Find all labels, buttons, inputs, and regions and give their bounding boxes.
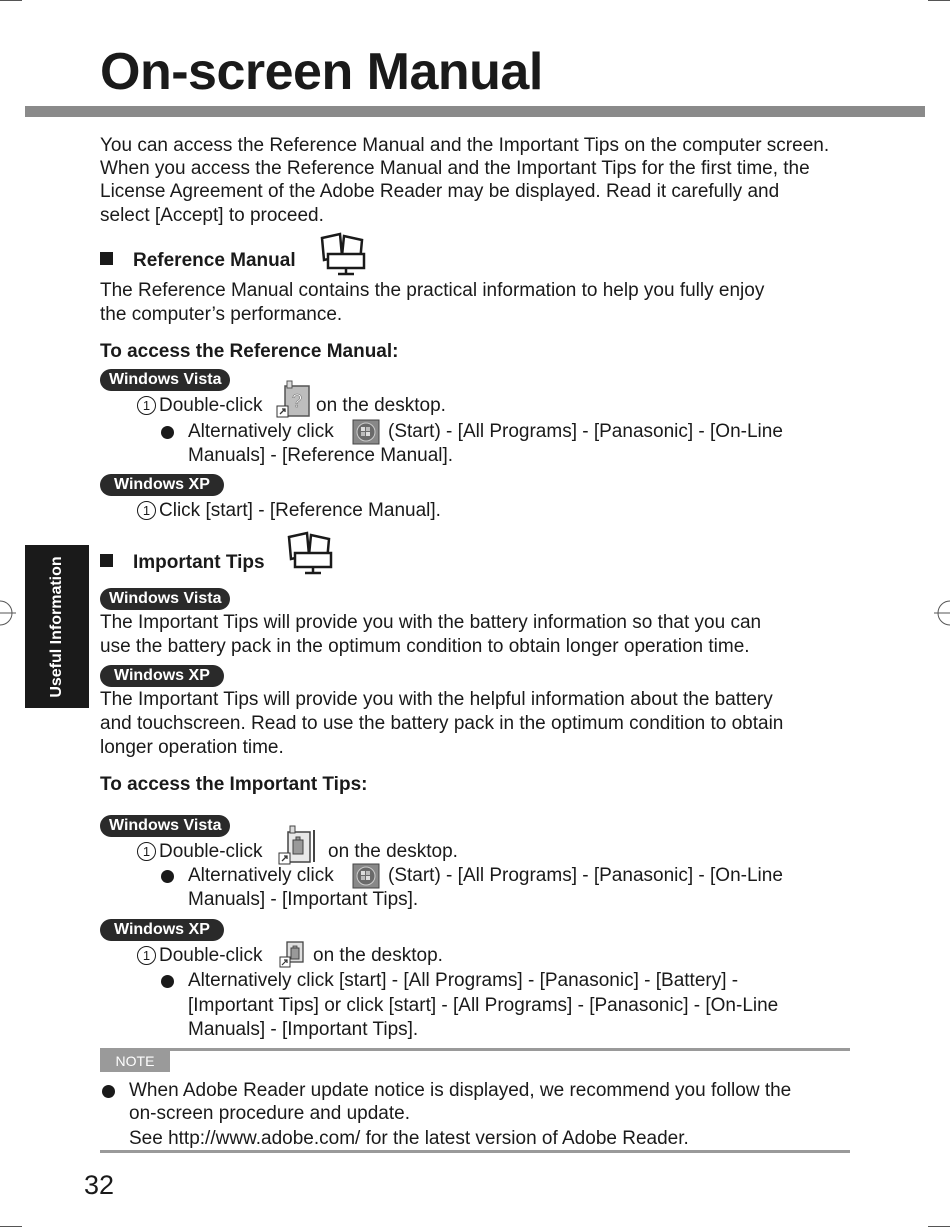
reference-desc-line: the computer’s performance. bbox=[100, 304, 343, 325]
note-top-rule bbox=[100, 1048, 850, 1051]
bullet-dot-icon bbox=[161, 975, 174, 988]
windows-vista-badge: Windows Vista bbox=[100, 369, 230, 391]
tips-xp-desc-line: The Important Tips will provide you with the helpful information about the battery bbox=[100, 689, 773, 710]
tips-vista-desc-line: The Important Tips will provide you with the battery information so that you can bbox=[100, 612, 762, 633]
windows-xp-badge: Windows XP bbox=[100, 474, 224, 496]
note-line: When Adobe Reader update notice is displayed, we recommend you follow the bbox=[129, 1080, 792, 1101]
side-tab-label: Useful Information bbox=[48, 555, 65, 698]
on-screen-manual-book-icon bbox=[316, 232, 368, 276]
note-label: NOTE bbox=[100, 1051, 170, 1072]
bullet-dot-icon bbox=[102, 1085, 115, 1098]
windows-vista-badge: Windows Vista bbox=[100, 815, 230, 837]
tips-vista-step-post: on the desktop. bbox=[328, 841, 458, 862]
square-bullet-icon bbox=[100, 252, 113, 265]
tips-vista-desc-line: use the battery pack in the optimum condition to obtain longer operation time. bbox=[100, 636, 750, 657]
tips-xp-alt-line: Manuals] - [Important Tips]. bbox=[188, 1019, 419, 1040]
important-tips-desktop-icon[interactable] bbox=[278, 824, 320, 866]
tips-xp-desc-line: and touchscreen. Read to use the battery pack in the optimum condition to obtain bbox=[100, 713, 784, 734]
reference-vista-alt: Alternatively click bbox=[188, 421, 334, 442]
reference-manual-heading: Reference Manual bbox=[100, 249, 296, 273]
tips-vista-alt: Alternatively click bbox=[188, 865, 334, 886]
crop-mark bbox=[0, 0, 22, 1]
windows-start-orb-icon bbox=[352, 419, 380, 445]
bullet-dot-icon bbox=[161, 870, 174, 883]
page-title: On-screen Manual bbox=[100, 43, 543, 101]
note-bottom-rule bbox=[100, 1150, 850, 1153]
title-rule bbox=[25, 106, 925, 117]
page-number: 32 bbox=[84, 1170, 115, 1200]
registration-mark-right bbox=[934, 597, 950, 629]
step-number-icon: 1 bbox=[137, 396, 156, 415]
tips-vista-step: 1 Double-click bbox=[137, 840, 262, 864]
step-number-icon: 1 bbox=[137, 946, 156, 965]
tips-xp-alt-line: [Important Tips] or click [start] - [All Programs] - [Panasonic] - [On-Line bbox=[188, 995, 779, 1016]
registration-mark-left bbox=[0, 597, 16, 629]
reference-desc-line: The Reference Manual contains the practical information to help you fully enjoy bbox=[100, 280, 765, 301]
reference-access-heading: To access the Reference Manual: bbox=[100, 341, 399, 362]
crop-mark bbox=[0, 1226, 22, 1227]
windows-start-orb-icon bbox=[352, 863, 380, 889]
tips-vista-alt-post: (Start) - [All Programs] - [Panasonic] - [On-Line bbox=[388, 865, 783, 886]
note-line: on-screen procedure and update. bbox=[129, 1103, 410, 1124]
reference-xp-step: 1 Click [start] - [Reference Manual]. bbox=[137, 499, 441, 523]
reference-vista-step: 1 Double-click bbox=[137, 394, 262, 418]
intro-line: When you access the Reference Manual and the Important Tips for the first time, the bbox=[100, 158, 810, 179]
windows-xp-badge: Windows XP bbox=[100, 665, 224, 687]
step-number-icon: 1 bbox=[137, 501, 156, 520]
on-screen-manual-book-icon bbox=[283, 531, 335, 575]
reference-vista-alt-line2: Manuals] - [Reference Manual]. bbox=[188, 445, 454, 466]
tips-vista-alt-line2: Manuals] - [Important Tips]. bbox=[188, 889, 419, 910]
windows-vista-badge: Windows Vista bbox=[100, 588, 230, 610]
tips-access-heading: To access the Important Tips: bbox=[100, 774, 368, 795]
tips-xp-desc-line: longer operation time. bbox=[100, 737, 284, 758]
tips-xp-step: 1 Double-click bbox=[137, 944, 262, 968]
important-tips-heading: Important Tips bbox=[100, 551, 265, 575]
tips-xp-step-post: on the desktop. bbox=[313, 945, 443, 966]
important-tips-xp-desktop-icon[interactable] bbox=[279, 940, 307, 968]
windows-xp-badge: Windows XP bbox=[100, 919, 224, 941]
reference-manual-desktop-icon[interactable] bbox=[276, 380, 312, 420]
intro-line: License Agreement of the Adobe Reader may be displayed. Read it carefully and bbox=[100, 181, 780, 202]
bullet-dot-icon bbox=[161, 426, 174, 439]
crop-mark bbox=[928, 0, 950, 1]
intro-line: You can access the Reference Manual and the Important Tips on the computer screen. bbox=[100, 135, 830, 156]
crop-mark bbox=[928, 1226, 950, 1227]
tips-xp-alt-line: Alternatively click [start] - [All Programs] - [Panasonic] - [Battery] - bbox=[188, 970, 739, 991]
intro-line: select [Accept] to proceed. bbox=[100, 205, 324, 226]
reference-vista-alt-post: (Start) - [All Programs] - [Panasonic] - [On-Line bbox=[388, 421, 783, 442]
step-number-icon: 1 bbox=[137, 842, 156, 861]
svg-text:?: ? bbox=[291, 391, 303, 411]
reference-vista-step-post: on the desktop. bbox=[316, 395, 446, 416]
square-bullet-icon bbox=[100, 554, 113, 567]
note-line: See http://www.adobe.com/ for the latest version of Adobe Reader. bbox=[129, 1128, 689, 1149]
